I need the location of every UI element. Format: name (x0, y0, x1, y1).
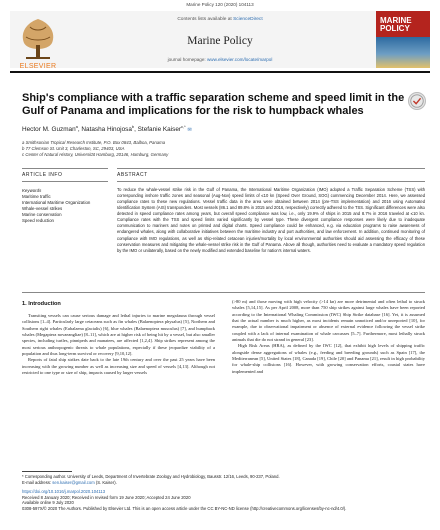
journal-citation-line: Marine Policy 120 (2020) 104113 (186, 2, 254, 7)
article-title: Ship's compliance with a traffic separation scheme and speed limit in the Gulf of Panama and implications for the risk to humpback whales (22, 92, 405, 117)
license-text: 0308-597X/© 2020 The Authors. Published by Elsevier Ltd. This is an open access article under the CC BY-NC-ND license (http://creativecommons.org/licenses/by-nc-nd/4.0/). (22, 505, 347, 511)
keyword-item: Speed reduction (22, 218, 54, 224)
received-dates: Received 8 January 2020; Received in revised form 19 June 2020; Accepted 24 June 2020 (22, 494, 191, 500)
journal-cover-thumbnail (376, 11, 430, 68)
author-affil-marker: b (131, 124, 135, 129)
journal-banner (10, 11, 430, 68)
cover-image (376, 37, 430, 68)
journal-title: Marine Policy (187, 35, 253, 47)
check-for-updates-icon[interactable] (408, 92, 426, 110)
author-affil-marker: a (75, 124, 78, 129)
article-info-rule-lower (22, 181, 108, 182)
keyword-item: Maritime traffic (22, 194, 51, 199)
affiliation-line: a Smithsonian Tropical Research Institute, P.O. Box 0843, Balboa, Panama (22, 140, 166, 145)
article-info-rule (22, 168, 108, 169)
abstract-heading: ABSTRACT (117, 172, 148, 178)
keywords-label: Keywords (22, 188, 42, 193)
publisher-wordmark: ELSEVIER (19, 63, 57, 70)
sciencedirect-link[interactable]: ScienceDirect (233, 17, 263, 22)
journal-homepage-line (70, 57, 370, 62)
available-online: Available online 9 July 2020 (22, 500, 74, 506)
keyword-item: International Maritime Organization (22, 200, 91, 206)
contents-prefix: Contents lists available at (177, 17, 234, 22)
email-line (22, 480, 422, 486)
correspondence-text: * Corresponding author. University of Leeds, Department of Invertebrate Zoology and Hydrobiology, Bausstr. 12/16, Leeds, 90-237, Poland. (22, 474, 280, 479)
abstract-rule-lower (117, 181, 425, 182)
correspondence-footnote (22, 474, 422, 485)
email-suffix: (S. Kaiser). (94, 479, 117, 485)
email-link[interactable]: sen.kaiser@gmail.com (52, 479, 95, 485)
abstract-rule (117, 168, 425, 169)
paragraph: Reports of fatal ship strikes date back to the late 19th century and over the past 25 years have been increasing with the growing number as well as increasing size and speed of vessels [4,13]. Although not restricted to one type or size of ship, impacts caused by larger vessels (22, 357, 215, 376)
author-affil-marker: c,* (181, 124, 186, 129)
keyword-item: Marine conservation (22, 212, 62, 218)
affiliation-line: c Center of Natural History, Universität Hamburg, 20146, Hamburg, Germany (22, 152, 169, 157)
author-name[interactable]: Hector M. Guzman (22, 126, 76, 134)
email-envelope-icon[interactable]: ✉ (187, 127, 192, 134)
paragraph: High Risk Areas (HRA), as defined by the IWC [12], that exhibit high levels of shipping traffic alongside dense aggregations of whales (e.g., feeding and breeding grounds) such as Spain [17], the Mediterranean [5], United States [18], Canada [19], Chile [20] and Panama [21], result in high probability for whale-ship collisions [16]. However, with growing conservation efforts, coastal states have implemented and (232, 343, 425, 374)
author-name[interactable]: Natasha Hinojosa (81, 126, 132, 134)
email-label: E-mail address: (22, 479, 53, 485)
cover-title: MARINE POLICY (380, 16, 412, 33)
abstract-end-rule (22, 292, 425, 293)
body-column-left (22, 313, 215, 376)
publication-details (22, 489, 422, 511)
homepage-prefix: journal homepage: (167, 57, 207, 62)
author-list: Hector M. Guzman$^a$, Natasha Hinojosa$^b$, Stefanie Kaiser$^{c,*}$ ✉ (22, 124, 192, 134)
body-column-right (232, 299, 425, 375)
elsevier-tree-logo (12, 13, 64, 65)
keywords-list (22, 194, 107, 224)
header-divider (10, 71, 430, 73)
author-name[interactable]: Stefanie Kaiser (137, 126, 182, 134)
paragraph: (>80 m) and those moving with high velocity (>14 kn) are more detrimental and often lethal to struck whales [5,14,15]. As per April 2008, more than 750 ship strikes against large whales have been reported according to the International Whaling Commission (IWC) Ship Strike database [16]. Yet, it is assumed that the actual number is much higher, as most incidents remain unnoticed and/or unreported [10], for example, due to observational impairment or absence of external evidence following the vessel strike coupled with a lack of internal examination of whale carcasses [5–7]. Furthermore, most lethally struck animals that die do not strand in general [23]. (232, 299, 425, 343)
journal-homepage-link[interactable]: www.elsevier.com/locate/marpol (206, 57, 273, 62)
paragraph: Transiting vessels can cause serious damage and lethal injuries to marine megafauna through vessel collisions [1–4]. Particularly large cetaceans such as fin whales (Balaenoptera physalus) [5], Northern and Southern right whales (Eubalaena glacialis) [6], blue whales (Balaenoptera musculus) [7], and humpback whales (Megaptera novaeangliae) [8–11], which are at higher risk of being hit by a vessel, but also smaller species, including turtles, pinnipeds and manatees, are affected [1,2,4]. Ship strikes represent among the most serious anthropogenic threats to whale populations, especially if these jeopardize viability of a population and thus long-term survival or recovery [9,10,12]. (22, 313, 215, 357)
article-info-heading: ARTICLE INFO (22, 172, 63, 178)
contents-available-line (70, 17, 370, 22)
doi-link[interactable]: https://doi.org/10.1016/j.marpol.2020.104113 (22, 489, 106, 494)
section-heading-introduction: 1. Introduction (22, 301, 61, 307)
affiliation-line: b 77 Clemson St. Unit 3, Charleston, SC, 29403, USA (22, 146, 125, 151)
keyword-item: Whale-vessel strikes (22, 206, 63, 212)
abstract-text: To reduce the whale-vessel strike risk in the Gulf of Panama, the International Maritime Organization (IMO) adopted a Traffic Separation Scheme (TSS) with corresponding inshore traffic zones and seasonal (Aug-Nov) speed limits of ≤10 kn (Speed Over Ground, SOG) commencing December 2014. Here, we assessed compliance rates to these new regulations. Vessel traffic data in the area were obtained between 2014 (pre-TSS implementation) and 2016 using Automated Identification System (AIS) transponders. Most vessels (86.1 and 89.8% in 2015 and 2016, respectively) correctly adhered to the TSS. Significant differences were also detected in speed compliance rates among years, but overall speed compliance was low, i.e., only 19.9% of ships in 2015 and 8.7% in 2016 traveled at ≤10 kn. Compliance rates with the TSS and speed limits varied significantly by vessel type. These divergent compliance responses were likely due to inadequate communication to mariners and notes on printed and digital charts. Speed compliance could be enhanced, e.g. via education programs to raise awareness of endangered whales, along with collaborative initiatives between the maritime industry and port authorities, and law enforcement. In addition, continued monitoring of compliance with IMO regulations, as well as ship-related cetacean injuries/mortality by local environmental authorities should aid assessing the efficacy of these conservation measures and mitigating the whale-vessel strike risk in the Gulf of Panama. Above all though, authorities need to evaluate a mandatory speed regulation by the IMO or unilaterally, based on the newly modified and extended baseline for nation's internal waters. (117, 187, 425, 253)
footnote-rule (22, 471, 72, 472)
